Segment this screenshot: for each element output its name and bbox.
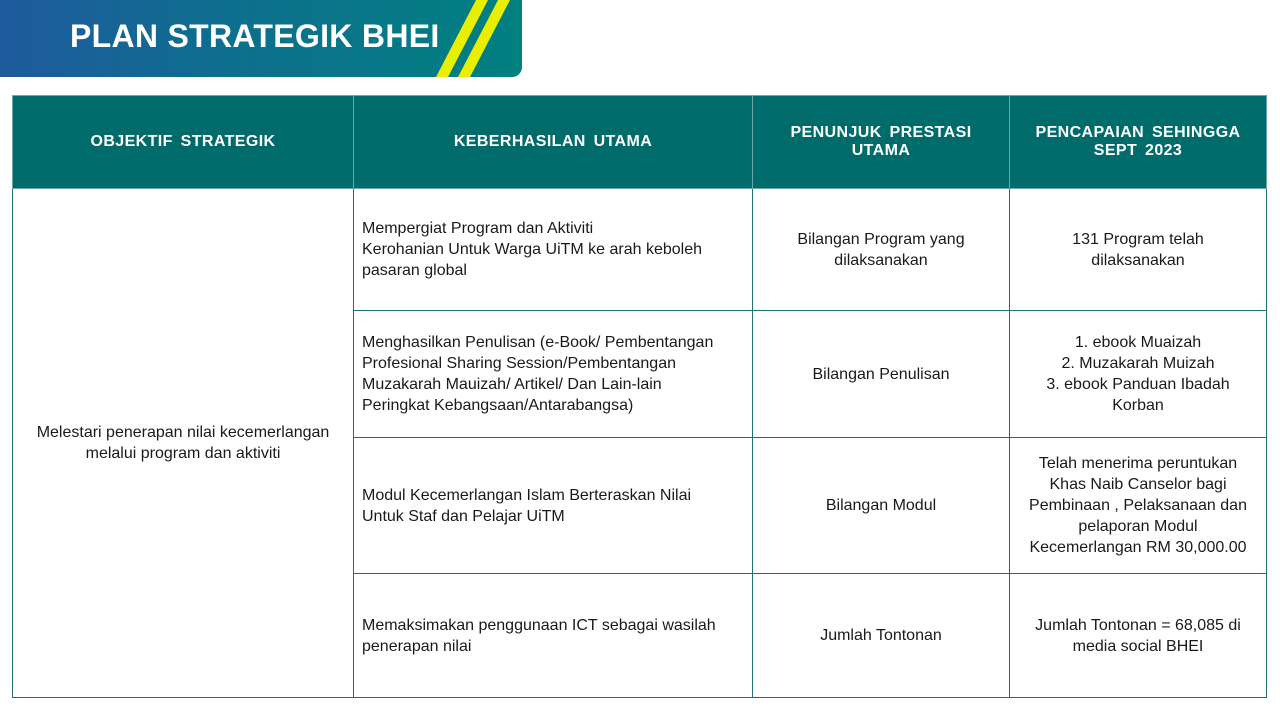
outcome-line: penerapan nilai <box>362 637 472 655</box>
stripes-decoration <box>400 0 522 77</box>
outcome-line: Modul Kecemerlangan Islam Berteraskan Nilai <box>362 486 692 504</box>
outcome-line: Mempergiat Program dan Aktiviti <box>362 220 594 237</box>
header-pencapaian <box>1010 96 1267 189</box>
outcome-cell <box>354 438 753 574</box>
achievement-cell <box>1010 189 1267 311</box>
achievement-line: Kecemerlangan RM 30,000.00 <box>1029 539 1247 556</box>
indicator-cell <box>753 311 1010 438</box>
objective-line: melalui program dan aktiviti <box>85 445 281 462</box>
outcome-line: Profesional Sharing Session/Pembentangan <box>362 355 676 372</box>
header-keberhasilan: KEBERHASILAN UTAMA <box>354 96 753 189</box>
outcome-line: pasaran global <box>362 262 467 279</box>
outcome-cell <box>354 189 753 311</box>
outcome-line: Menghasilkan Penulisan (e-Book/ Pembentangan <box>362 334 714 351</box>
achievement-line: Telah menerima peruntukan <box>1038 455 1238 472</box>
achievement-cell <box>1010 438 1267 574</box>
indicator-line: dilaksanakan <box>834 251 928 269</box>
achievement-cell <box>1010 311 1267 438</box>
indicator-cell <box>753 189 1010 311</box>
strategic-plan-table <box>12 95 1267 698</box>
indicator-cell <box>753 438 1010 574</box>
indicator-line: Bilangan Program yang <box>797 230 965 248</box>
page-title: PLAN STRATEGIK BHEI <box>70 18 440 54</box>
achievement-line: 3. ebook Panduan Ibadah <box>1046 376 1230 393</box>
achievement-line: Pembinaan , Pelaksanaan dan <box>1029 497 1247 514</box>
outcome-line: Memaksimakan penggunaan ICT sebagai wasilah <box>362 616 716 634</box>
indicator-line: Jumlah Tontonan <box>820 627 942 644</box>
achievement-line: pelaporan Modul <box>1078 518 1198 535</box>
objective-line: Melestari penerapan nilai kecemerlangan <box>36 424 330 441</box>
header-pencapaian-line: PENCAPAIAN SEHINGGA <box>1035 124 1241 141</box>
achievement-line: media social BHEI <box>1072 637 1204 655</box>
achievement-line: 131 Program telah <box>1072 230 1204 248</box>
indicator-line: Bilangan Penulisan <box>812 365 950 383</box>
header-objektif: OBJEKTIF STRATEGIK <box>13 96 354 189</box>
achievement-line: 1. ebook Muaizah <box>1074 334 1202 351</box>
table-header-row <box>13 96 1267 189</box>
outcome-line: Kerohanian Untuk Warga UiTM ke arah keboleh <box>362 241 703 258</box>
outcome-cell <box>354 574 753 698</box>
outcome-cell <box>354 311 753 438</box>
achievement-cell <box>1010 574 1267 698</box>
indicator-cell <box>753 574 1010 698</box>
header-pencapaian-line: SEPT 2023 <box>1093 142 1183 159</box>
achievement-line: 2. Muzakarah Muizah <box>1061 355 1215 372</box>
header-penunjuk: PENUNJUK PRESTASI UTAMA <box>753 96 1010 189</box>
outcome-line: Muzakarah Mauizah/ Artikel/ Dan Lain-lain <box>362 376 662 393</box>
title-banner <box>0 0 522 77</box>
outcome-line: Untuk Staf dan Pelajar UiTM <box>362 507 565 525</box>
outcome-line: Peringkat Kebangsaan/Antarabangsa) <box>362 397 634 414</box>
objective-cell <box>13 189 354 698</box>
achievement-line: Khas Naib Canselor bagi <box>1049 476 1227 493</box>
achievement-line: dilaksanakan <box>1091 251 1185 269</box>
achievement-line: Korban <box>1112 397 1164 414</box>
table-row <box>13 189 1267 311</box>
achievement-line: Jumlah Tontonan = 68,085 di <box>1035 616 1241 634</box>
indicator-line: Bilangan Modul <box>825 497 937 514</box>
